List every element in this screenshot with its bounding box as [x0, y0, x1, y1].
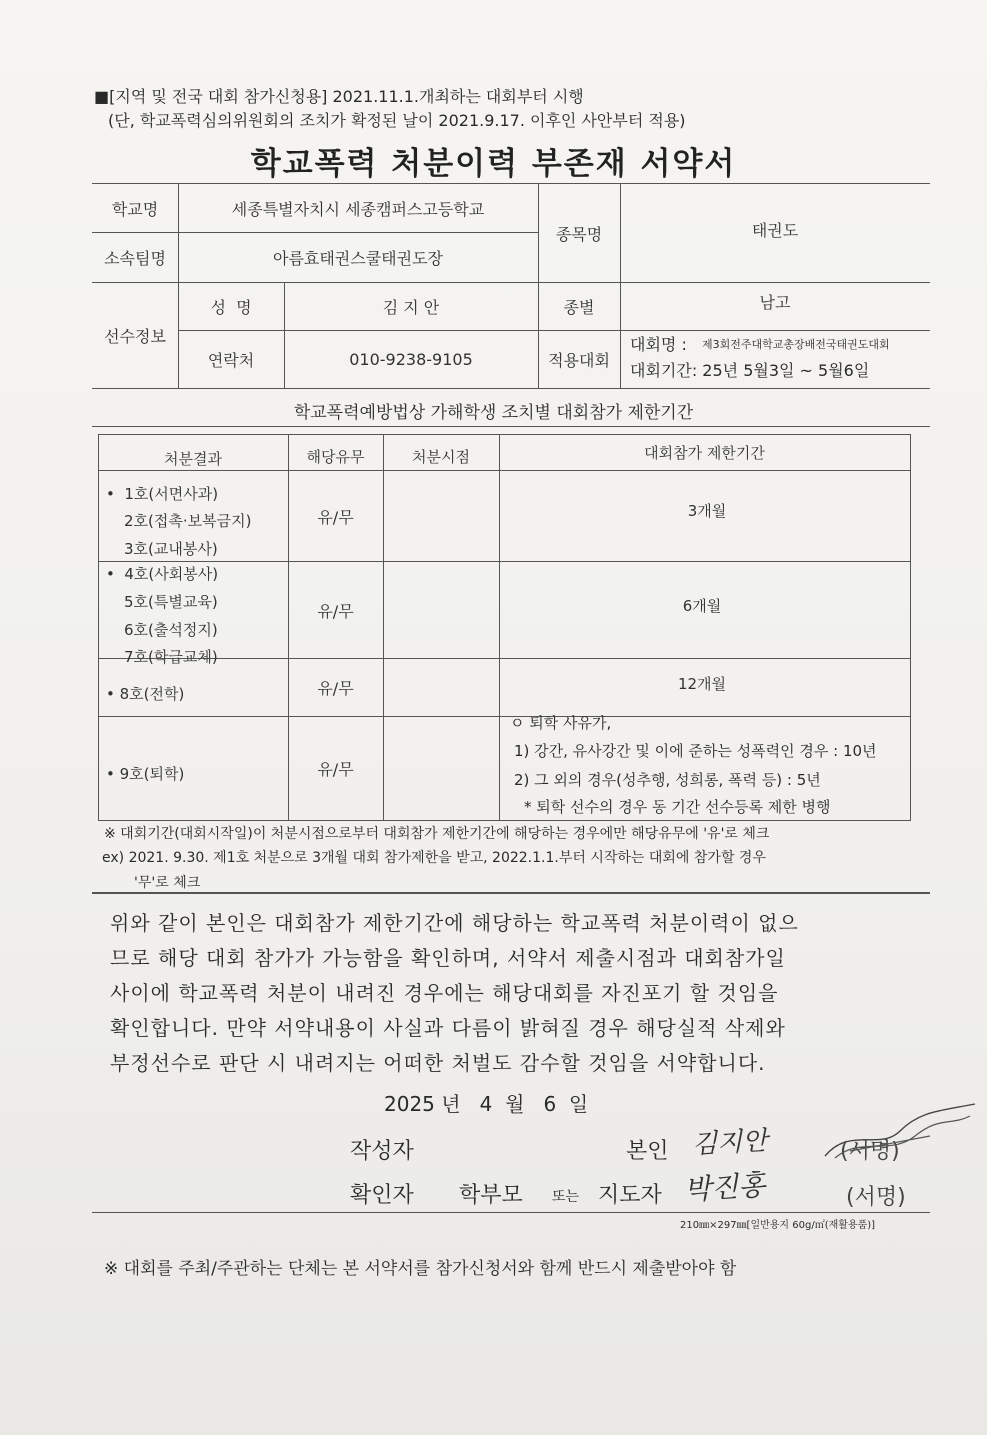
event-value: 태권도 — [751, 220, 799, 240]
pledge-line: 므로 해당 대회 참가가 가능함을 확인하며, 서약서 제출시점과 대회참가일 — [110, 946, 786, 970]
school-value: 세종특별자치시 세종캠퍼스고등학교 — [231, 199, 485, 219]
restriction-table-top-border — [98, 434, 911, 435]
comp-name-value: 제3회전주대학교총장배전국태권도대회 — [702, 338, 890, 351]
pledge-line: 부정선수로 판단 시 내려지는 어떠한 처벌도 감수할 것임을 서약합니다. — [110, 1051, 766, 1075]
restriction-row-divider — [98, 658, 911, 659]
header-line-2: (단, 학교폭력심의위원회의 조치가 확정된 날이 2021.9.17. 이후인 사안부터 적용) — [108, 111, 686, 130]
restriction-table-bottom-border — [98, 820, 911, 821]
restriction-col-divider — [910, 434, 911, 820]
restriction-subtitle: 학교폭력예방법상 가해학생 조치별 대회참가 제한기간 — [293, 403, 694, 423]
col-header-date: 처분시점 — [412, 447, 470, 466]
apply-comp-label: 적용대회 — [548, 351, 610, 370]
gender-value: 남고 — [759, 293, 791, 312]
note-check-rule: ※ 대회기간(대회시작일)이 처분시점으로부터 대회참가 제한기간에 해당하는 경우에만 해당유무에 '유'로 체크 — [104, 826, 770, 842]
note-example-cont: '무'로 체크 — [134, 875, 201, 891]
footer-note: ※ 대회를 주최/주관하는 단체는 본 서약서를 참가신청서와 함께 반드시 제출받아야 함 — [104, 1259, 737, 1279]
comp-period: 대회기간: 25년 5월3일 ~ 5월6일 — [630, 361, 870, 380]
disposal-item: 8호(전학) — [119, 685, 185, 703]
pledge-date: 2025 년 4 월 6 일 — [384, 1092, 589, 1116]
team-value: 아름효태권스쿨태권도장 — [272, 249, 444, 268]
restriction-period: 12개월 — [677, 674, 727, 693]
gender-label: 종별 — [563, 298, 595, 317]
signature-divider — [92, 1212, 930, 1213]
applicable-check: 유/무 — [317, 679, 354, 698]
restriction-col-divider — [383, 434, 384, 820]
expulsion-registration-note: * 퇴학 선수의 경우 동 기간 선수등록 제한 병행 — [524, 798, 831, 816]
disposal-item: 3호(교내봉사) — [124, 540, 218, 558]
disposal-item: 9호(퇴학) — [119, 765, 185, 783]
section-divider — [92, 892, 930, 894]
disposal-item: 7호(학급교체) — [124, 648, 218, 666]
header-line-1: ■[지역 및 전국 대회 참가신청용] 2021.11.1.개최하는 대회부터 시행 — [94, 87, 584, 106]
section-divider — [92, 426, 930, 427]
info-table-bottom-border — [92, 388, 930, 389]
restriction-period: 6개월 — [682, 596, 722, 615]
disposal-item: 5호(특별교육) — [124, 593, 218, 611]
applicable-check: 유/무 — [317, 601, 354, 621]
col-header-applicable: 해당유무 — [306, 447, 365, 466]
self-signature: 김지안 — [691, 1126, 769, 1160]
name-label: 성 명 — [210, 298, 252, 317]
writer-label: 작성자 — [350, 1139, 414, 1164]
signature-scribble-icon — [820, 1096, 980, 1176]
expulsion-reason: ㅇ 퇴학 사유가, — [510, 714, 612, 732]
page-title: 학교폭력 처분이력 부존재 서약서 — [250, 146, 737, 182]
disposal-item: 2호(접촉·보복금지) — [124, 512, 252, 530]
restriction-col-divider — [499, 434, 500, 820]
disposal-item: 6호(출석정지) — [124, 621, 218, 639]
athlete-info-label: 선수정보 — [104, 327, 166, 346]
table-row-item: • 1호(서면사과) — [106, 485, 219, 503]
contact-label: 연락처 — [207, 351, 255, 370]
pledge-line: 위와 같이 본인은 대회참가 제한기간에 해당하는 학교폭력 처분이력이 없으 — [110, 911, 799, 935]
team-label: 소속팀명 — [104, 249, 166, 268]
restriction-row-divider — [98, 561, 911, 562]
col-header-result: 처분결과 — [164, 449, 222, 468]
expulsion-case-2: 2) 그 외의 경우(성추행, 성희롱, 폭력 등) : 5년 — [514, 771, 821, 789]
sign-mark: (서명) — [846, 1185, 906, 1210]
coach-signature: 박진홍 — [683, 1168, 767, 1207]
name-value: 김 지 안 — [382, 298, 440, 317]
event-label: 종목명 — [555, 224, 603, 244]
confirmer-label: 확인자 — [350, 1183, 414, 1208]
paper-spec: 210㎜×297㎜[일반용지 60g/㎡(재활용품)] — [680, 1220, 876, 1231]
self-label: 본인 — [626, 1139, 669, 1164]
coach-label: 지도자 — [598, 1183, 662, 1208]
disposal-item: 1호(서면사과) — [124, 485, 219, 503]
col-header-period: 대회참가 제한기간 — [644, 443, 765, 462]
table-row-item: • 4호(사회봉사) — [106, 565, 219, 583]
disposal-item: 4호(사회봉사) — [124, 565, 219, 583]
comp-name-label: 대회명 : — [630, 335, 687, 354]
table-row-item: • 9호(퇴학) — [106, 765, 185, 783]
note-example: ex) 2021. 9.30. 제1호 처분으로 3개월 대회 참가제한을 받고, 2022.1.1.부터 시작하는 대회에 참가할 경우 — [102, 850, 766, 866]
or-label: 또는 — [552, 1189, 580, 1205]
school-label: 학교명 — [111, 199, 159, 219]
expulsion-case-1: 1) 강간, 유사강간 및 이에 준하는 성폭력인 경우 : 10년 — [514, 742, 877, 760]
restriction-col-divider — [98, 434, 99, 820]
pledge-line: 확인합니다. 만약 서약내용이 사실과 다름이 밝혀질 경우 해당실적 삭제와 — [110, 1016, 786, 1040]
applicable-check: 유/무 — [317, 507, 354, 527]
restriction-row-divider — [98, 716, 911, 717]
sign-mark: (서명) — [840, 1139, 900, 1164]
contact-value: 010-9238-9105 — [349, 350, 473, 369]
restriction-period: 3개월 — [687, 501, 727, 520]
parent-label: 학부모 — [459, 1183, 523, 1208]
table-row-item: • 8호(전학) — [106, 685, 185, 703]
applicable-check: 유/무 — [317, 760, 354, 779]
pledge-line: 사이에 학교폭력 처분이 내려진 경우에는 해당대회를 자진포기 할 것임을 — [110, 981, 779, 1005]
